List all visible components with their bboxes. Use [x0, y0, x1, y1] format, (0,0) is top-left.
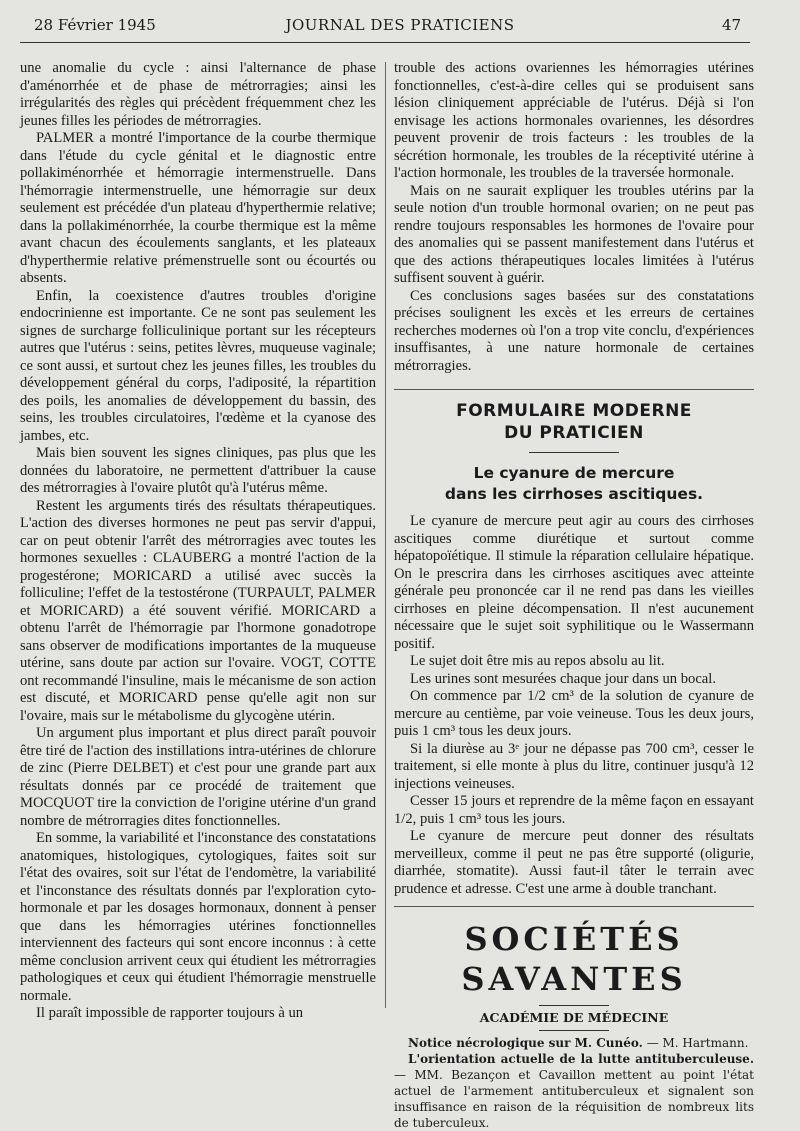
paragraph: trouble des actions ovariennes les hémorragies utérines fonctionnelles, c'est-à-dire celles qui se produisent sans lésion cliniquement appréciable de l'utérus. Déjà si l'on envisage les actions hormonales ovariennes, les désordres peuvent provenir de trois facteurs : les troubles de la sécrétion hormonale, les troubles de la réceptivité utérine à l'action hormonale, les troubles de la traversée hormonale.	[394, 60, 754, 181]
paragraph: Le cyanure de mercure peut donner des résultats merveilleux, comme il peut ne pas être supporté (oligurie, diarrhée, stomatite). Aussi faut-il tâter le terrain avec prudence et adresse. C'est une arme à double tranchant.	[394, 828, 754, 897]
formulaire-heading-line: DU PRATICIEN	[504, 423, 644, 443]
notice-entry	[394, 1035, 754, 1051]
paragraph: Cesser 15 jours et reprendre de la même façon en essayant 1/2, puis 1 cm³ tous les jours.	[394, 793, 754, 827]
header-rule	[20, 42, 750, 43]
section-rule	[394, 389, 754, 390]
journal-title: JOURNAL DES PRATICIENS	[285, 16, 515, 34]
right-column	[394, 60, 754, 1130]
paragraph: Ces conclusions sages basées sur des constatations précises soulignent les excès et les erreurs de certaines recherches modernes où l'on a trop vite conclu, d'expériences insuffisantes, à une nature hormonale de certaines métrorragies.	[394, 287, 754, 374]
paragraph: Enfin, la coexistence d'autres troubles d'origine endocrinienne est importante. Ce ne sont pas seulement les signes de surcharge folliculinique portant sur les récepteurs autres que l'utérus : seins, petites lèvres, muqueuse vaginale; ce sont aussi, et surtout chez les jeunes filles, les troubles du développement général du corps, l'adiposité, la répartition des poils, les anomalies de développement du bassin, des seins, les troubles circulatoires, l'œdème et la cyanose des jambes, etc.	[20, 287, 376, 444]
paragraph: Mais on ne saurait expliquer les troubles utérins par la seule notion d'un trouble hormonal ovarien; on ne peut pas rendre toujours responsables les hormones de l'ovaire pour des anomalies qui se passent manifestement dans l'utérus et que des actions thérapeutiques locales limitées à l'utérus suffisent souvent à guérir.	[394, 182, 754, 286]
paragraph: Si la diurèse au 3ᵉ jour ne dépasse pas 700 cm³, cesser le traitement, si elle monte à plus du litre, continuer jusqu'à 12 injections veineuses.	[394, 740, 754, 792]
page-number: 47	[722, 16, 742, 34]
paragraph: On commence par 1/2 cm³ de la solution de cyanure de mercure au centième, par voie veineuse. Tous les deux jours, puis 1 cm³ tous les deux jours.	[394, 688, 754, 739]
societes-heading: SOCIÉTÉS SAVANTES	[461, 920, 687, 998]
short-rule	[529, 452, 619, 453]
academie-heading: ACADÉMIE DE MÉDECINE	[479, 1010, 669, 1025]
article-title-line: Le cyanure de mercure	[473, 464, 675, 482]
page-header	[0, 0, 800, 40]
paragraph: Restent les arguments tirés des résultats thérapeutiques. L'action des diverses hormones ne peut pas servir d'appui, car on peut obtenir l'arrêt des métrorragies avec toutes les hormones sexuelles : CLAUBERG a montré l'action de la progestérone; MORICARD a utilisé avec succès la folliculine; l'effet de la testostérone (TURPAULT, PALMER et MORICARD) a été souvent vérifié. MORICARD a obtenu l'arrêt de l'hémorragie par l'hormone gonadotrope sans observer de modifications importantes de la muqueuse utérine, sans doute par action sur l'ovaire. VOGT, COTTE ont recommandé l'insuline, mais le mécanisme de son action est discuté, et MORICARD pense qu'elle agit non sur l'ovaire, mais sur le métabolisme du glycogène utérin.	[20, 497, 376, 724]
paragraph: PALMER a montré l'importance de la courbe thermique dans l'étude du cycle génital et le diagnostic entre pollakiménorrhée et hémorragie intermenstruelle. Dans l'hémorragie intermenstruelle, une hémorragie sur deux seulement est précédée d'un plateau d'hyperthermie relative; dans la pollakiménorrhée, la courbe thermique est la même avant chacun des écoulements sanglants, et les plateaux d'hyperthermie relative prémenstruelle sont ou écourtés ou absents.	[20, 130, 376, 286]
formulaire-heading-line: FORMULAIRE MODERNE	[456, 401, 692, 421]
orientation-text: — MM. Bezançon et Cavaillon mettent au point l'état actuel de l'armement antituberculeux et signalent son insuffisance en raison de la réquisition de nombreux lits de tuberculeux.	[394, 1068, 754, 1130]
short-rule	[539, 1030, 609, 1031]
article-title-line: dans les cirrhoses ascitiques.	[444, 485, 704, 503]
orientation-title: L'orientation actuelle de la lutte antituberculeuse.	[408, 1052, 754, 1066]
column-divider	[385, 62, 386, 1008]
paragraph: Un argument plus important et plus direct paraît pouvoir être tiré de l'action des instillations intra-utérines de chlorure de zinc (Pierre DELBET) et c'est pour une grande part aux résultats donnés par ce procédé de traitement que MOCQUOT tire la conviction de l'origine utérine d'un grand nombre de métrorragies dites fonctionnelles.	[20, 725, 376, 829]
left-column	[20, 60, 376, 1060]
notice-author: — M. Hartmann.	[646, 1036, 749, 1050]
paragraph: Mais bien souvent les signes cliniques, pas plus que les données du laboratoire, ne permettent d'attribuer la cause des métrorragies à l'ovaire plutôt qu'à l'utérus même.	[20, 445, 376, 496]
notice-title: Notice nécrologique sur M. Cunéo.	[408, 1036, 643, 1050]
paragraph: En somme, la variabilité et l'inconstance des constatations anatomiques, histologiques, cytologiques, faites soit sur l'état des ovaires, soit sur l'état de l'endomètre, la variabilité et l'inconstance des résultats donnés par l'exploration cyto-hormonale et par les dosages hormonaux, donnent à penser que dans les hémorragies utérines fonctionnelles interviennent des facteurs qui sont encore inconnus : à cette même conclusion arrivent ceux qui étudient les métrorragies pathologiques et ceux qui étudient l'hémorragie menstruelle normale.	[20, 830, 376, 1004]
paragraph: Les urines sont mesurées chaque jour dans un bocal.	[410, 670, 716, 687]
short-rule	[539, 1005, 609, 1006]
paragraph: Il paraît impossible de rapporter toujours à un	[36, 1005, 304, 1021]
paragraph: Le cyanure de mercure peut agir au cours des cirrhoses ascitiques comme diurétique et surtout comme hépatopoïétique. Il stimule la réparation cellulaire hépatique. On le prescrira dans les cirrhoses ascitiques avec atteinte générale peu prononcée car il ne rend pas dans les vieilles cirrhoses en pleine décompensation. Il n'est aucunement nécessaire que le sujet soit syphilitique ou le Wassermann positif.	[394, 513, 754, 652]
paragraph: une anomalie du cycle : ainsi l'alternance de phase d'aménorrhée et de phase de métrorragies; ainsi les irrégularités des règles qui précèdent fréquemment chez les jeunes filles les périodes de métrorragies.	[20, 60, 376, 129]
formulaire-heading	[394, 400, 754, 444]
orientation-entry	[394, 1051, 754, 1131]
paragraph: Le sujet doit être mis au repos absolu au lit.	[410, 653, 665, 669]
issue-date: 28 Février 1945	[34, 16, 156, 34]
section-rule	[394, 906, 754, 907]
article-title	[394, 463, 754, 505]
